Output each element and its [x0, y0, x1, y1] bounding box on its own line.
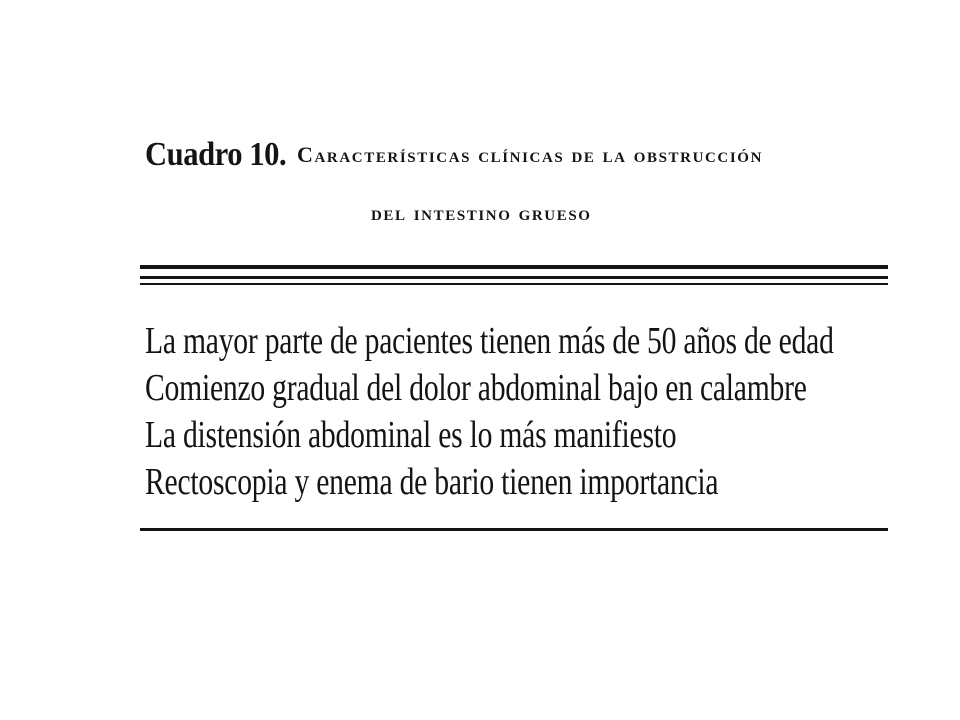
- list-item: La distensión abdominal es lo más manifiesto: [145, 414, 677, 456]
- table-label: Cuadro 10.: [145, 136, 287, 173]
- top-rule-2: [140, 276, 888, 279]
- caption-line-1: [145, 138, 890, 172]
- top-rule-3: [140, 283, 888, 285]
- characteristics-list: [145, 318, 960, 506]
- table-caption: [145, 136, 890, 225]
- list-item: Comienzo gradual del dolor abdominal bajo en calambre: [145, 367, 807, 409]
- top-rule-1: [140, 265, 888, 269]
- bottom-rule: [140, 528, 888, 531]
- caption-text-2: del intestino grueso: [371, 200, 592, 225]
- list-item: Rectoscopia y enema de bario tienen importancia: [145, 461, 719, 503]
- caption-text-1: Características clínicas de la obstrucción: [297, 142, 764, 167]
- list-item: La mayor parte de pacientes tienen más de 50 años de edad: [145, 320, 834, 362]
